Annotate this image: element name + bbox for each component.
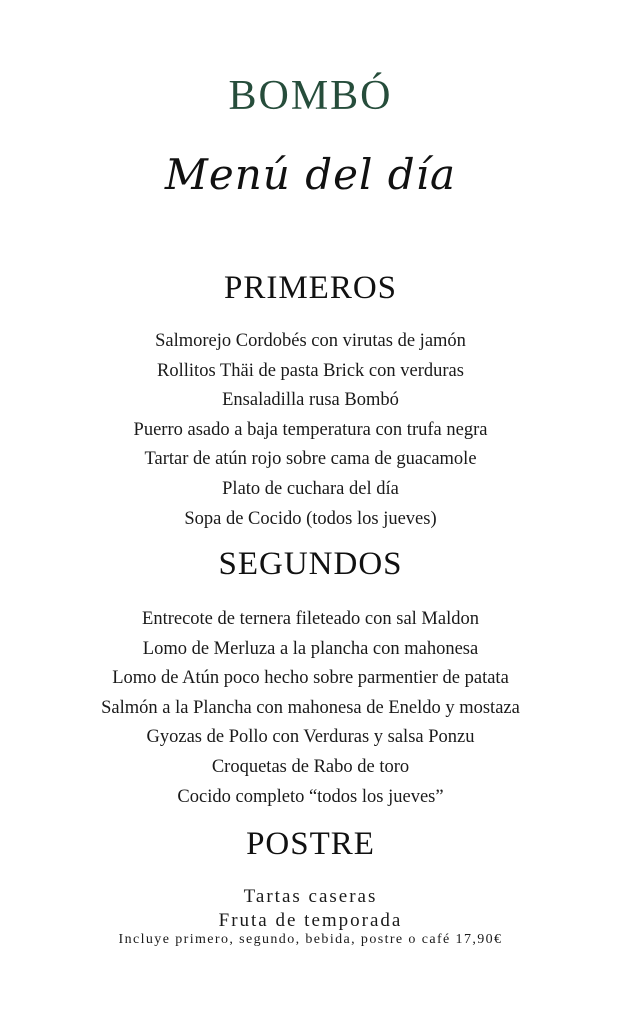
segundos-list [0,605,621,812]
restaurant-name: BOMBÓ [228,73,393,119]
segundos-item: Lomo de Merluza a la plancha con mahonesa [142,638,479,659]
primeros-item: Puerro asado a baja temperatura con trufa negra [133,419,488,440]
primeros-list [0,327,621,534]
primeros-item: Salmorejo Cordobés con virutas de jamón [155,331,466,351]
postre-item: Fruta de temporada [218,910,403,931]
segundos-item: Cocido completo “todos los jueves” [177,786,444,807]
primeros-item: Rollitos Thäi de pasta Brick con verduras [157,360,464,381]
price-note: Incluye primero, segundo, bebida, postre o café 17,90€ [118,932,503,947]
segundos-item: Gyozas de Pollo con Verduras y salsa Ponzu [146,727,475,748]
postre-list [0,885,621,933]
postre-item: Tartas caseras [243,886,378,907]
primeros-item: Tartar de atún rojo sobre cama de guacamole [144,449,477,470]
section-title-postre: POSTRE [246,826,375,862]
primeros-item: Ensaladilla rusa Bombó [222,390,399,411]
segundos-item: Lomo de Atún poco hecho sobre parmentier de patata [112,668,509,689]
menu-subtitle: Menú del día [164,150,457,199]
segundos-item: Croquetas de Rabo de toro [211,756,410,777]
primeros-item: Sopa de Cocido (todos los jueves) [184,508,437,529]
section-title-primeros: PRIMEROS [223,270,398,306]
segundos-item: Entrecote de ternera fileteado con sal Maldon [142,609,479,629]
segundos-item: Salmón a la Plancha con mahonesa de Eneldo y mostaza [101,697,520,718]
primeros-item: Plato de cuchara del día [222,478,399,499]
section-title-segundos: SEGUNDOS [218,546,403,582]
